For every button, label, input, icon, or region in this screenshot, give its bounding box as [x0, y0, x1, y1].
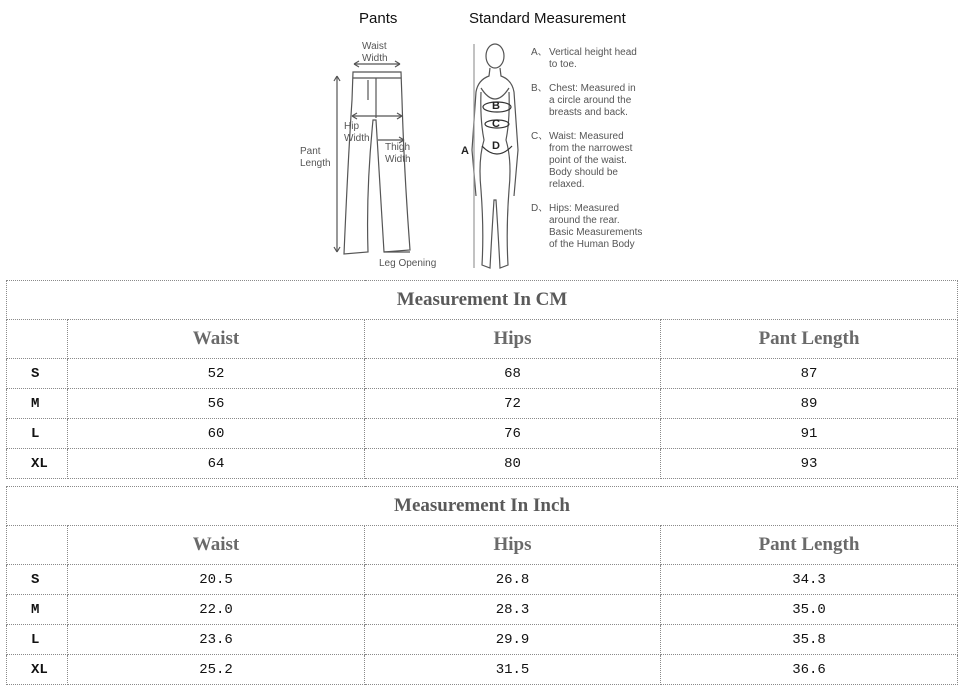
hips-value: 29.9 — [365, 625, 661, 655]
inch-hips-header: Hips — [365, 526, 661, 565]
inch-table-caption: Measurement In Inch — [7, 487, 958, 526]
standard-measurement-title: Standard Measurement — [469, 10, 626, 27]
pant-length-value: 36.6 — [661, 655, 958, 685]
cm-size-header-cell — [7, 320, 68, 359]
inch-pant-length-header: Pant Length — [661, 526, 958, 565]
cm-waist-header: Waist — [68, 320, 365, 359]
size-label: L — [7, 625, 68, 655]
table-row — [7, 389, 958, 419]
inch-size-table — [6, 486, 957, 685]
table-row — [7, 565, 958, 595]
note-b-text: Chest: Measured in a circle around the breasts and back. — [549, 83, 636, 118]
inch-size-header-cell — [7, 526, 68, 565]
size-label: S — [7, 565, 68, 595]
pants-title: Pants — [359, 10, 398, 27]
hips-value: 80 — [365, 449, 661, 479]
body-letter-c: C — [492, 118, 500, 130]
pant-length-value: 93 — [661, 449, 958, 479]
hip-width-label: Hip Width — [344, 121, 370, 144]
note-c-text: Waist: Measured from the narrowest point of the waist. Body should be relaxed. — [549, 131, 633, 190]
body-letter-b: B — [492, 100, 500, 112]
table-row — [7, 359, 958, 389]
waist-value: 23.6 — [68, 625, 365, 655]
waist-value: 20.5 — [68, 565, 365, 595]
waist-width-label: Waist Width — [362, 41, 388, 64]
cm-pant-length-header: Pant Length — [661, 320, 958, 359]
pant-length-value: 87 — [661, 359, 958, 389]
body-letter-a: A — [461, 145, 469, 157]
note-c-key: C、 — [531, 131, 549, 142]
size-label: XL — [7, 449, 68, 479]
waist-value: 52 — [68, 359, 365, 389]
pant-length-value: 35.0 — [661, 595, 958, 625]
body-illustration — [472, 44, 518, 268]
note-d-key: D、 — [531, 203, 549, 214]
table-row — [7, 449, 958, 479]
waist-value: 60 — [68, 419, 365, 449]
table-row — [7, 595, 958, 625]
pant-length-value: 34.3 — [661, 565, 958, 595]
hips-value: 68 — [365, 359, 661, 389]
note-a-text: Vertical height head to toe. — [549, 47, 637, 70]
thigh-width-label: Thigh Width — [385, 142, 411, 165]
size-label: M — [7, 595, 68, 625]
note-b-key: B、 — [531, 83, 548, 94]
waist-value: 56 — [68, 389, 365, 419]
waist-value: 64 — [68, 449, 365, 479]
pant-length-value: 91 — [661, 419, 958, 449]
pant-length-label: Pant Length — [300, 146, 331, 169]
cm-table-caption: Measurement In CM — [7, 281, 958, 320]
size-diagram — [0, 0, 962, 280]
hips-value: 28.3 — [365, 595, 661, 625]
table-row — [7, 655, 958, 685]
size-label: XL — [7, 655, 68, 685]
note-d-text: Hips: Measured around the rear. Basic Measurements of the Human Body — [549, 203, 643, 250]
table-row — [7, 419, 958, 449]
waist-value: 22.0 — [68, 595, 365, 625]
pant-length-value: 35.8 — [661, 625, 958, 655]
size-label: S — [7, 359, 68, 389]
hips-value: 26.8 — [365, 565, 661, 595]
cm-hips-header: Hips — [365, 320, 661, 359]
table-row — [7, 625, 958, 655]
waist-value: 25.2 — [68, 655, 365, 685]
size-label: M — [7, 389, 68, 419]
hips-value: 31.5 — [365, 655, 661, 685]
cm-size-table — [6, 280, 957, 479]
leg-opening-label: Leg Opening — [379, 258, 437, 269]
hips-value: 76 — [365, 419, 661, 449]
pants-and-body-illustration — [0, 0, 962, 280]
hips-value: 72 — [365, 389, 661, 419]
inch-waist-header: Waist — [68, 526, 365, 565]
body-letter-d: D — [492, 140, 500, 152]
pant-length-value: 89 — [661, 389, 958, 419]
note-a-key: A、 — [531, 47, 548, 58]
size-label: L — [7, 419, 68, 449]
